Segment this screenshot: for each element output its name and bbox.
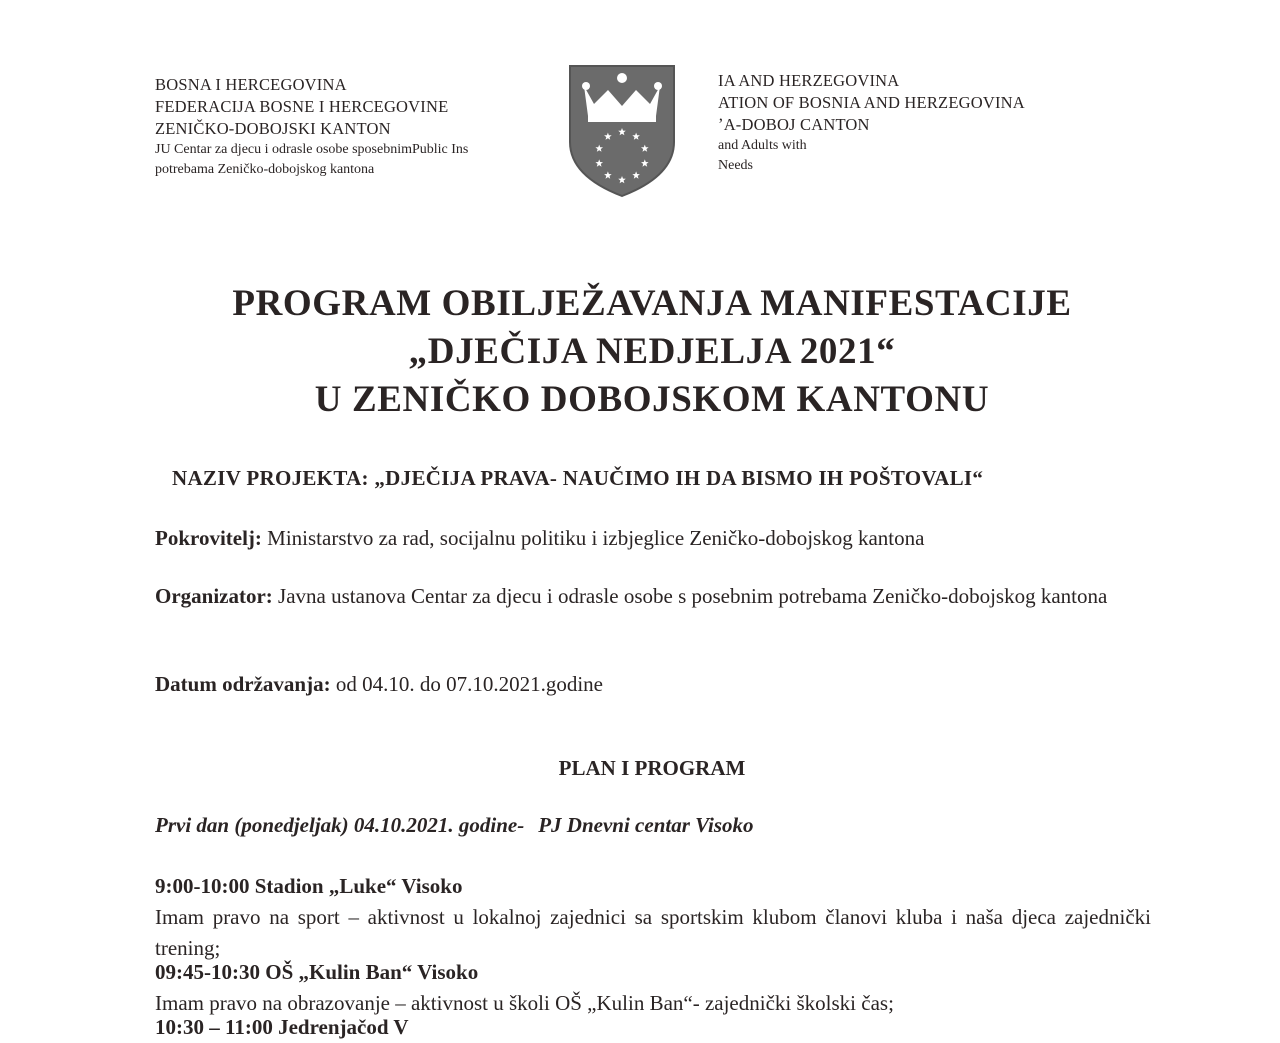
schedule-item <box>155 957 1151 1019</box>
organizer-paragraph <box>155 581 1151 612</box>
schedule-time: 09:45-10:30 OŠ „Kulin Ban“ Visoko <box>155 960 479 984</box>
letterhead-left-line: FEDERACIJA BOSNE I HERCEGOVINE <box>155 97 449 116</box>
day-heading <box>155 813 754 838</box>
sponsor-paragraph <box>155 523 1151 554</box>
sponsor-label: Pokrovitelj: <box>155 526 262 550</box>
letterhead-right-line: Needs <box>718 158 753 173</box>
date-paragraph <box>155 669 1151 700</box>
schedule-text: Imam pravo na obrazovanje – aktivnost u školi OŠ „Kulin Ban“- zajednički školski čas; <box>155 991 894 1015</box>
letterhead-right-line: ATION OF BOSNIA AND HERZEGOVINA <box>718 93 1025 112</box>
letterhead-right <box>718 70 1048 176</box>
date-value: od 04.10. do 07.10.2021.godine <box>330 672 603 696</box>
title-line: U ZENIČKO DOBOJSKOM KANTONU <box>314 379 990 420</box>
organizer-value: Javna ustanova Centar za djecu i odrasle osobe s posebnim potrebama Zeničko-dobojskog kantona <box>272 584 1108 608</box>
letterhead-left-line: BOSNA I HERCEGOVINA <box>155 75 347 94</box>
title-line: PROGRAM OBILJEŽAVANJA MANIFESTACIJE <box>232 283 1072 324</box>
schedule-item <box>155 871 1151 964</box>
schedule-time: 9:00-10:00 Stadion „Luke“ Visoko <box>155 874 463 898</box>
document-title <box>0 280 1280 424</box>
letterhead-right-line: IA AND HERZEGOVINA <box>718 71 900 90</box>
canton-crest-icon <box>568 64 676 198</box>
date-label: Datum održavanja: <box>155 672 331 696</box>
schedule-text: Imam pravo na sport – aktivnost u lokalnoj zajednici sa sportskim klubom članovi kluba i naša djeca zajednički trening; <box>155 905 1151 960</box>
letterhead-left-line: potrebama Zeničko-dobojskog kantona <box>155 162 375 177</box>
letterhead-left-line: JU Centar za djecu i odrasle osobe sposebnimPublic Ins <box>155 142 469 157</box>
letterhead-left <box>155 74 527 180</box>
sponsor-value: Ministarstvo za rad, socijalnu politiku i izbjeglice Zeničko-dobojskog kantona <box>261 526 925 550</box>
schedule-item <box>155 1012 1151 1043</box>
schedule-time: 10:30 – 11:00 Jedrenjačod V <box>155 1015 409 1039</box>
day-heading-date: Prvi dan (ponedjeljak) 04.10.2021. godine- <box>155 813 525 837</box>
title-line: „DJEČIJA NEDJELJA 2021“ <box>408 331 896 372</box>
organizer-label: Organizator: <box>155 584 273 608</box>
day-heading-location: PJ Dnevni centar Visoko <box>538 813 754 837</box>
letterhead-right-line: ʼA-DOBOJ CANTON <box>718 115 870 134</box>
project-name: NAZIV PROJEKTA: „DJEČIJA PRAVA- NAUČIMO IH DA BISMO IH POŠTOVALI“ <box>172 466 984 490</box>
letterhead-right-line: and Adults with <box>718 138 807 153</box>
plan-heading: PLAN I PROGRAM <box>558 756 746 780</box>
letterhead-left-line: ZENIČKO-DOBOJSKI KANTON <box>155 119 391 138</box>
